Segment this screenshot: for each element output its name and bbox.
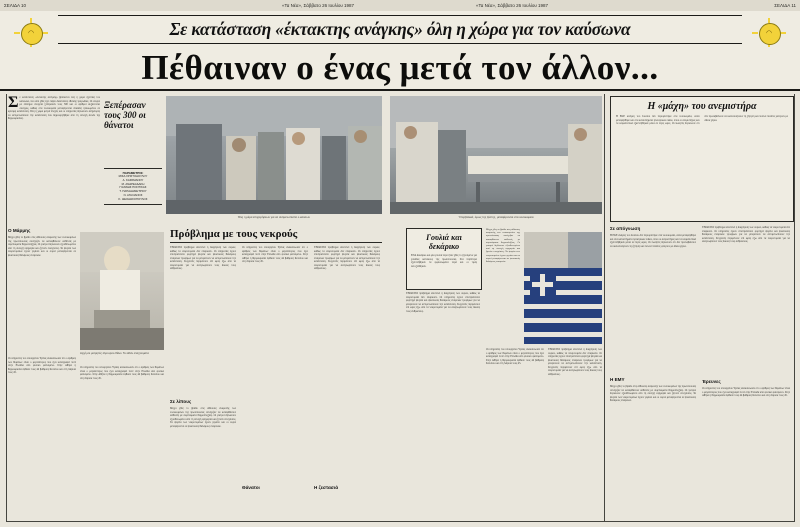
- box-body: ΕΝΑ δεκάρικο και μία γουλιά νερό ήταν χθες το ζητούμενο για χιλιάδες κατοίκους της πρωτεύουσας. Στα περίπτερα εξαντλήθηκαν τα εμφιαλωμένα νερά και οι τιμές εκτοξεύθηκαν.: [411, 254, 477, 268]
- page-gutter-rule: [604, 94, 605, 522]
- left-col-subhead: Ο Μάρμης: [8, 228, 31, 233]
- list-item: Ν. ΑΓΑΛΙΑΝΟΣ: [123, 192, 143, 197]
- photo-street-crowd: [166, 96, 382, 214]
- left-col-body: Μέχρι χθες το βράδυ στις αίθουσες αναμονής των νοσοκομείων της πρωτεύουσας συνέχιζαν να καταφθάνουν ασθενείς με συμπτώματα θερμοπληξίας. Οι γιατροί δηλώνουν εξουθενωμένοι από τη συνεχή εφημερία και ζητούν ενισχύσεις. Τα ψυγεία των νεκροτομείων έχουν γεμίσει και οι σοροί μεταφέρονται σε ψυκτικούς θαλάμους εταιρειών.: [8, 236, 76, 257]
- right-column-1: [610, 226, 696, 515]
- banner-strip: [58, 15, 742, 44]
- article-body-col3: ΤΕΡΑΣΤΙΟ πρόβλημα αποτελεί η διαχείριση των σορών, καθώς τα νεκροτομεία δεν επαρκούν. Οι υπηρεσίες έχουν επιστρατεύσει φορτηγά ψυγεία και ψυκτικούς θαλάμους εταιρειών τροφίμων για να μπορέσουν να αντιμετωπίσουν την κατάσταση. Συγγενείς περιμένουν επί ώρες έξω από τα νεκροτομεία για να αναγνωρίσουν τους δικούς τους ανθρώπους.: [314, 246, 380, 270]
- mid-column-d: [548, 348, 602, 516]
- page-bottom-rule: [6, 521, 794, 522]
- article-title: Πρόβλημα με τους νεκρούς: [170, 228, 298, 240]
- list-item: Α. ΚΑΡΑΜΑΝΟΥ: [122, 177, 144, 182]
- list-item: Κ. ΘΕΟΔΩΣΟΠΟΥΛΟΣ: [118, 196, 148, 201]
- article-sub-3: Η ζεστασιά: [314, 485, 339, 490]
- topbar-masthead-right: «Τα Νέα», Σάββατο 26 Ιουλίου 1987: [476, 3, 549, 8]
- box-goulia-dekariko: [406, 228, 482, 290]
- byline-list-title: ΠΑΡΑΜΕΤΡΟΙ:: [122, 171, 144, 175]
- article-sub-1: Σε λίπους: [170, 399, 192, 404]
- feature-box-title: Η «μάχη» του ανεμιστήρα: [647, 101, 757, 112]
- left-col2-body: Οι υπηρεσίες του υπουργείου Υγείας ανακοίνωσαν ότι ο αριθμός των θυμάτων είναι ο μεγαλύτερος που έχει καταγραφεί ποτέ στην Ελλάδα από φυσικό φαινόμενο. Στην Αθήνα η θερμοκρασία έφθασε τους 44 βαθμούς Κελσίου και στη Λάρισα τους 45.: [80, 366, 164, 380]
- left-column-1: [8, 228, 76, 517]
- right-col1-body-2: Μέχρι χθες το βράδυ στις αίθουσες αναμονής των νοσοκομείων της πρωτεύουσας συνέχιζαν να καταφθάνουν ασθενείς με συμπτώματα θερμοπληξίας. Οι γιατροί δηλώνουν εξουθενωμένοι από τη συνεχή εφημερία και ζητούν ενισχύσεις. Τα ψυγεία των νεκροτομείων έχουν γεμίσει και οι σοροί μεταφέρονται σε ψυκτικούς θαλάμους εταιρειών.: [610, 385, 696, 402]
- right-sub-2: Η ΕΜΥ: [610, 377, 625, 382]
- lead-title-block: [104, 100, 160, 130]
- mid-column-a-body: ΤΕΡΑΣΤΙΟ πρόβλημα αποτελεί η διαχείριση των σορών, καθώς τα νεκροτομεία δεν επαρκούν. Οι υπηρεσίες έχουν επιστρατεύσει φορτηγά ψυγεία και ψυκτικούς θαλάμους εταιρειών τροφίμων για να μπορέσουν να αντιμετωπίσουν την κατάσταση. Συγγενείς περιμένουν επί ώρες έξω από τα νεκροτομεία για να αναγνωρίσουν τους δικούς τους ανθρώπους.: [406, 292, 480, 313]
- feature-box-fan: [610, 96, 794, 222]
- article-body-col1b: Μέχρι χθες το βράδυ στις αίθουσες αναμονής των νοσοκομείων της πρωτεύουσας συνέχιζαν να καταφθάνουν ασθενείς με συμπτώματα θερμοπληξίας. Οι γιατροί δηλώνουν εξουθενωμένοι από τη συνεχή εφημερία και ζητούν ενισχύσεις. Τα ψυγεία των νεκροτομείων έχουν γεμίσει και οι σοροί μεταφέρονται σε ψυκτικούς θαλάμους εταιρειών.: [170, 407, 236, 428]
- topbar-masthead-left: «Τα Νέα», Σάββατο 26 Ιουλίου 1987: [282, 3, 355, 8]
- lead-body-text: ε κατάσταση «έκτακτης ανάγκης» βρίσκεται όλη η χώρα εξαιτίας του καύσωνα, που από χθες έχει πάρει διαστάσεις εθνικής τραγωδίας. Οι νεκροί με επίσημα στοιχεία ξεπέρασαν τους 300 και οι αριθμοί αυξάνονται συνεχώς, καθώς στα νοσοκομεία μεταφέρονται δεκάδες ηλικιωμένοι σε κρίσιμη κατάσταση. Όλη η χώρα μετρά πληγές και οι υπηρεσίες δηλώνουν ανήμπορες να αντιμετωπίσουν την κατάσταση που δημιουργήθηκε από τη συνεχή άνοδο της θερμοκρασίας.: [8, 96, 100, 120]
- right-column-2: [702, 226, 790, 513]
- right-sub-1: Σε απόγνωση: [610, 226, 641, 231]
- feature-box-body: Η ΕΚΕ ανάγκη του Ιουλίου δεν περιορίστηκε στα νοσοκομεία, αλλά μεταφέρθηκε και στα καταστήματα ηλεκτρικών ειδών, όπου οι ανεμιστήρες και τα κλιματιστικά εξαντλήθηκαν μέσα σε λίγες ώρες. Οι πωλητές δηλώνουν ότι δεν προλαβαίνουν να ικανοποιήσουν τη ζήτηση και πολλοί πελάτες φεύγουν με άδεια χέρια.: [616, 115, 788, 125]
- right-col1-body: Η ΕΚΕ ανάγκη του Ιουλίου δεν περιορίστηκε στα νοσοκομεία, αλλά μεταφέρθηκε και στα καταστήματα ηλεκτρικών ειδών, όπου οι ανεμιστήρες και τα κλιματιστικά εξαντλήθηκαν μέσα σε λίγες ώρες. Οι πωλητές δηλώνουν ότι δεν προλαβαίνουν να ικανοποιήσουν τη ζήτηση και πολλοί πελάτες φεύγουν με άδεια χέρια.: [610, 234, 696, 248]
- lead-article: [8, 96, 100, 214]
- photo-stretcher-caption: Υπερβολικά, όμως της ζέστης, μεταφέρονται στα νοσοκομεία: [458, 215, 534, 219]
- article-body-col1: ΤΕΡΑΣΤΙΟ πρόβλημα αποτελεί η διαχείριση των σορών, καθώς τα νεκροτομεία δεν επαρκούν. Οι υπηρεσίες έχουν επιστρατεύσει φορτηγά ψυγεία και ψυκτικούς θαλάμους εταιρειών τροφίμων για να μπορέσουν να αντιμετωπίσουν την κατάσταση. Συγγενείς περιμένουν επί ώρες έξω από τα νεκροτομεία για να αναγνωρίσουν τους δικούς τους ανθρώπους.: [170, 246, 236, 270]
- list-item: ΜΙΚΑ ΧΡΙΣΤΟΔΟΥΛΟΥ: [118, 174, 148, 178]
- topbar-left-page-number: ΣΕΛΙΔΑ 10: [4, 3, 27, 8]
- mid-column-c: [486, 348, 544, 516]
- lead-dropcap: Σ: [8, 96, 19, 111]
- photo-woman-caption: Αρχή σε μετρητές λίγα κρύο θέλει. Το είδαν σταχτώματα: [80, 351, 149, 355]
- article-problem-with-dead: [170, 228, 382, 507]
- right-sub-3: Έρευνες: [702, 379, 721, 384]
- page-right-rule: [794, 94, 795, 522]
- left-column-2: [80, 366, 164, 516]
- banner: [0, 11, 800, 49]
- right-col2-body-2: Οι υπηρεσίες του υπουργείου Υγείας ανακοίνωσαν ότι ο αριθμός των θυμάτων είναι ο μεγαλύτερος που έχει καταγραφεί ποτέ στην Ελλάδα από φυσικό φαινόμενο. Στην Αθήνα η θερμοκρασία έφθασε τους 44 βαθμούς Κελσίου και στη Λάρισα τους 45.: [702, 387, 790, 397]
- sun-icon: ◠: [754, 20, 784, 46]
- sun-icon: ◠: [16, 20, 46, 46]
- byline-list: [104, 168, 162, 205]
- mid-column-a: [406, 292, 480, 516]
- list-item: ΓΙΑΝΝΗΣ ΠΟΝΤΙΚΑΣ: [119, 185, 147, 190]
- mid-column-d-body: ΤΕΡΑΣΤΙΟ πρόβλημα αποτελεί η διαχείριση των σορών, καθώς τα νεκροτομεία δεν επαρκούν. Οι υπηρεσίες έχουν επιστρατεύσει φορτηγά ψυγεία και ψυκτικούς θαλάμους εταιρειών τροφίμων για να μπορέσουν να αντιμετωπίσουν την κατάσταση. Συγγενείς περιμένουν επί ώρες έξω από τα νεκροτομεία για να αναγνωρίσουν τους δικούς τους ανθρώπους.: [548, 348, 602, 376]
- list-item: Μ. ΑΝΔΡΕΑΔΑΚΗ: [121, 181, 145, 186]
- headline-container: [0, 47, 800, 91]
- article-body-col2: Οι υπηρεσίες του υπουργείου Υγείας ανακοίνωσαν ότι ο αριθμός των θυμάτων είναι ο μεγαλύτερος που έχει καταγραφεί ποτέ στην Ελλάδα από φυσικό φαινόμενο. Στην Αθήνα η θερμοκρασία έφθασε τους 44 βαθμούς Κελσίου και στη Λάρισα τους 45.: [242, 246, 308, 263]
- mid-column-c-body: Οι υπηρεσίες του υπουργείου Υγείας ανακοίνωσαν ότι ο αριθμός των θυμάτων είναι ο μεγαλύτερος που έχει καταγραφεί ποτέ στην Ελλάδα από φυσικό φαινόμενο. Στην Αθήνα η θερμοκρασία έφθασε τους 44 βαθμούς Κελσίου και στη Λάρισα τους 45.: [486, 348, 544, 365]
- lead-title: Ξεπέρασαν τους 300 οι θάνατοι: [104, 100, 146, 130]
- list-item: Τ. ΠΑΠΑΔΗΜΗΤΡΙΟΥ: [119, 189, 147, 194]
- page-left-rule: [6, 94, 7, 522]
- topbar-right-page-number: ΣΕΛΙΔΑ 11: [774, 3, 796, 8]
- photo-woman-sitting: [80, 232, 164, 350]
- mid-column-b: [486, 228, 520, 338]
- right-col2-body: ΤΕΡΑΣΤΙΟ πρόβλημα αποτελεί η διαχείριση των σορών, καθώς τα νεκροτομεία δεν επαρκούν. Οι υπηρεσίες έχουν επιστρατεύσει φορτηγά ψυγεία και ψυκτικούς θαλάμους εταιρειών τροφίμων για να μπορέσουν να αντιμετωπίσουν την κατάσταση. Συγγενείς περιμένουν επί ώρες έξω από τα νεκροτομεία για να αναγνωρίσουν τους δικούς τους ανθρώπους.: [702, 226, 790, 243]
- box-title: Γουλιά και δεκάρικο: [426, 233, 462, 251]
- photo-flag: [524, 232, 602, 344]
- left-col-body-2: Οι υπηρεσίες του υπουργείου Υγείας ανακοίνωσαν ότι ο αριθμός των θυμάτων είναι ο μεγαλύτερος που έχει καταγραφεί ποτέ στην Ελλάδα από φυσικό φαινόμενο. Στην Αθήνα η θερμοκρασία έφθασε τους 44 βαθμούς Κελσίου και στη Λάρισα τους 45.: [8, 357, 76, 374]
- banner-text: Σε κατάσταση «έκτακτης ανάγκης» όλη η χώρα για τον καύσωνα: [169, 19, 631, 39]
- page-title: Πέθαιναν ο ένας μετά τον άλλον...: [141, 48, 659, 87]
- lead-body: [8, 96, 100, 214]
- article-sub-2: Θάνατοι: [242, 485, 260, 490]
- photo-stretcher: [390, 96, 602, 214]
- mid-column-b-body: Μέχρι χθες το βράδυ στις αίθουσες αναμονής των νοσοκομείων της πρωτεύουσας συνέχιζαν να καταφθάνουν ασθενείς με συμπτώματα θερμοπληξίας. Οι γιατροί δηλώνουν εξουθενωμένοι από τη συνεχή εφημερία και ζητούν ενισχύσεις. Τα ψυγεία των νεκροτομείων έχουν γεμίσει και οι σοροί μεταφέρονται σε ψυκτικούς θαλάμους εταιρειών.: [486, 228, 520, 264]
- photo-street-crowd-caption: Όλη η μέρα επιχειρήσεων για να αντιμετωπιστεί ο καύσων: [238, 215, 310, 219]
